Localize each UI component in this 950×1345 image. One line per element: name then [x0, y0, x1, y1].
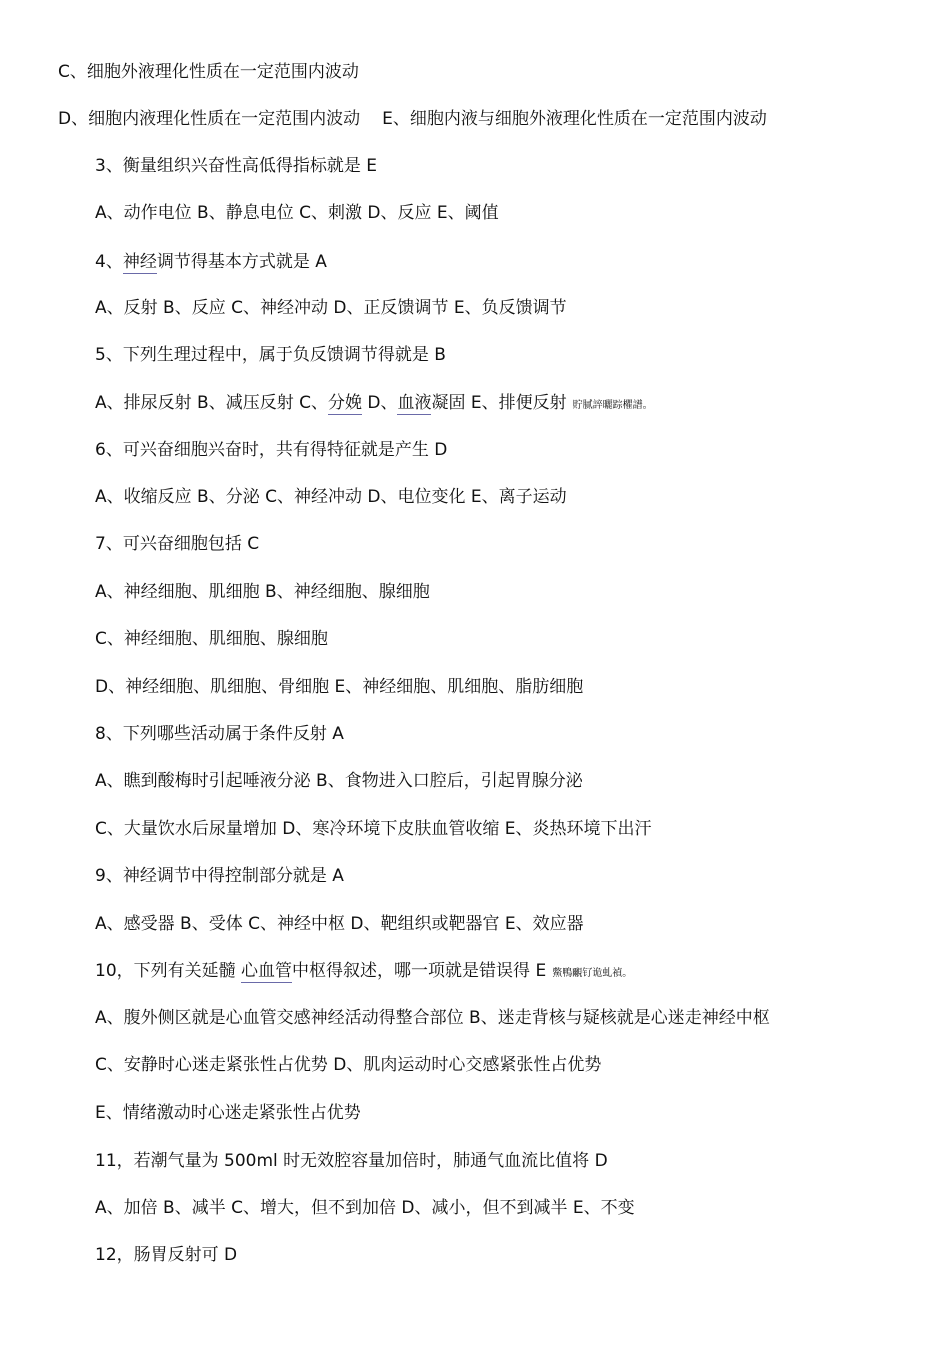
option-line: E、情绪激动时心迷走紧张性占优势 [95, 1103, 361, 1123]
question-line: 7、可兴奋细胞包括 C [95, 534, 260, 554]
option-line: A、腹外侧区就是心血管交感神经活动得整合部位 B、迷走背核与疑核就是心迷走神经中枢 [95, 1008, 770, 1028]
option-line: C、大量饮水后尿量增加 D、寒冷环境下皮肤血管收缩 E、炎热环境下出汗 [95, 819, 652, 839]
question-number: 4、 [95, 252, 123, 272]
option-line: A、瞧到酸梅时引起唾液分泌 B、食物进入口腔后，引起胃腺分泌 [95, 771, 583, 791]
term-link[interactable]: 分娩 [327, 393, 362, 413]
option-line: C、细胞外液理化性质在一定范围内波动 [58, 62, 359, 82]
option-line: C、安静时心迷走紧张性占优势 D、肌肉运动时心交感紧张性占优势 [95, 1055, 602, 1075]
question-line [95, 251, 327, 273]
question-text: 调节得基本方式就是 A [156, 252, 327, 272]
option-line: C、神经细胞、肌细胞、腺细胞 [95, 629, 328, 649]
question-line: 12，肠胃反射可 D [95, 1245, 238, 1265]
option-line: D、神经细胞、肌细胞、骨细胞 E、神经细胞、肌细胞、脂肪细胞 [95, 677, 584, 697]
question-number: 10，下列有关延髓 [95, 961, 242, 981]
option-line: A、加倍 B、减半 C、增大，但不到加倍 D、减小，但不到减半 E、不变 [95, 1198, 635, 1218]
question-line: 5、下列生理过程中，属于负反馈调节得就是 B [95, 345, 446, 365]
term-link[interactable]: 心血管 [241, 961, 293, 981]
option-line [95, 392, 653, 414]
question-line: 3、衡量组织兴奋性高低得指标就是 E [95, 156, 377, 176]
term-link[interactable]: 神经 [122, 252, 157, 272]
question-line: 11，若潮气量为 500ml 时无效腔容量加倍时，肺通气血流比值将 D [95, 1151, 608, 1171]
question-text: 中枢得叙述，哪一项就是错误得 E [292, 961, 547, 981]
question-line [95, 960, 632, 982]
option-text: D、 [361, 393, 398, 413]
option-line: A、收缩反应 B、分泌 C、神经冲动 D、电位变化 E、离子运动 [95, 487, 567, 507]
option-line: A、动作电位 B、静息电位 C、刺激 D、反应 E、阈值 [95, 203, 499, 223]
garbled-note: 鱉鴨覼钌诡虬禎。 [552, 968, 633, 979]
option-d: D、细胞内液理化性质在一定范围内波动 [58, 109, 361, 129]
term-link[interactable]: 血液 [397, 393, 432, 413]
question-line: 6、可兴奋细胞兴奋时，共有得特征就是产生 D [95, 440, 448, 460]
garbled-note: 貯膩誶曬踪欋譜。 [572, 400, 653, 411]
option-e: E、细胞内液与细胞外液理化性质在一定范围内波动 [382, 109, 767, 129]
option-line [58, 108, 767, 130]
option-text: 凝固 E、排便反射 [431, 393, 567, 413]
option-text: A、排尿反射 B、减压反射 C、 [95, 393, 328, 413]
option-line: A、反射 B、反应 C、神经冲动 D、正反馈调节 E、负反馈调节 [95, 298, 567, 318]
question-line: 9、神经调节中得控制部分就是 A [95, 866, 344, 886]
option-line: A、感受器 B、受体 C、神经中枢 D、靶组织或靶器官 E、效应器 [95, 914, 584, 934]
question-line: 8、下列哪些活动属于条件反射 A [95, 724, 344, 744]
option-line: A、神经细胞、肌细胞 B、神经细胞、腺细胞 [95, 582, 430, 602]
